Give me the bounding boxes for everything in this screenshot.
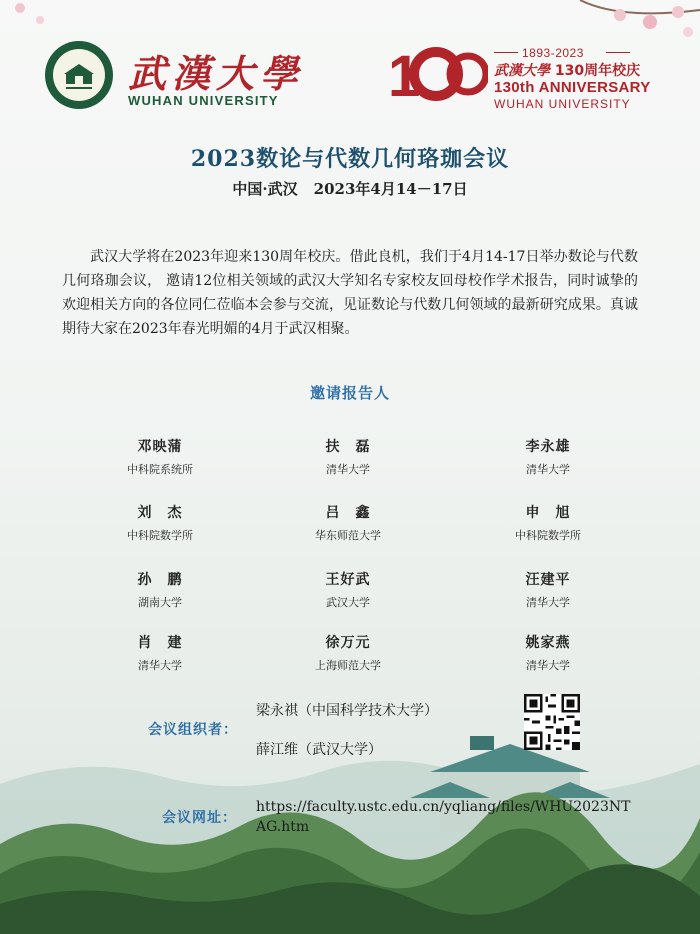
speaker-card	[268, 502, 428, 543]
speaker-name: 姚家燕	[525, 635, 571, 651]
organizers-label: 会议组织者：	[148, 722, 238, 738]
speaker-affiliation: 清华大学	[326, 463, 370, 476]
speaker-name: 徐万元	[325, 635, 371, 651]
university-name-en: WUHAN UNIVERSITY	[128, 93, 279, 108]
anniversary-130-logo-icon	[388, 44, 488, 104]
speaker-affiliation: 武汉大学	[326, 596, 370, 609]
divider	[494, 52, 518, 53]
anniversary-en-title: 130th ANNIVERSARY	[494, 79, 651, 96]
speaker-name: 孙 鹏	[137, 572, 183, 588]
speaker-card	[80, 569, 240, 610]
speaker-name: 申 旭	[525, 505, 571, 521]
speaker-card	[268, 632, 428, 673]
speaker-affiliation: 清华大学	[526, 596, 570, 609]
speaker-card	[80, 436, 240, 477]
speaker-affiliation: 清华大学	[526, 659, 570, 672]
speaker-name: 邓映蒲	[137, 439, 183, 455]
speaker-name: 肖 建	[137, 635, 183, 651]
speaker-affiliation: 中科院数学所	[515, 529, 581, 542]
speakers-heading: 邀请报告人	[309, 384, 390, 402]
speaker-card	[468, 569, 628, 610]
anniversary-en-subtitle: WUHAN UNIVERSITY	[494, 97, 631, 111]
speaker-affiliation: 清华大学	[526, 463, 570, 476]
speaker-name: 李永雄	[525, 439, 571, 455]
speaker-card	[80, 632, 240, 673]
speaker-card	[268, 436, 428, 477]
anniversary-years: 1893-2023	[522, 46, 584, 60]
speaker-card	[80, 502, 240, 543]
website-label: 会议网址：	[162, 810, 237, 826]
speaker-card	[468, 632, 628, 673]
speaker-name: 汪建平	[525, 572, 571, 588]
svg-text:1: 1	[388, 44, 421, 104]
speaker-affiliation: 中科院数学所	[127, 529, 193, 542]
anniversary-cn	[494, 60, 640, 80]
speaker-card	[268, 569, 428, 610]
speaker-name: 吕 鑫	[325, 505, 371, 521]
website-url-link[interactable]: https://faculty.ustc.edu.cn/yqliang/files/WHU2023NTAG.htm	[256, 799, 631, 835]
speaker-card	[468, 502, 628, 543]
wuhan-university-badge-icon	[44, 40, 114, 110]
university-name-cn: 武漢大學	[128, 51, 305, 96]
organizer-item: 梁永祺（中国科学技术大学）	[256, 703, 438, 719]
conference-location: 中国·武汉	[232, 180, 298, 198]
organizer-item: 薛江维（武汉大学）	[256, 742, 382, 758]
qr-code-icon[interactable]	[524, 694, 580, 750]
intro-paragraph: 武汉大学将在2023年迎来130周年校庆。借此良机，我们于4月14-17日举办数论与代数几何珞珈会议， 邀请12位相关领域的武汉大学知名专家校友回母校作学术报告，同时诚挚的欢迎相关方向的各位同仁莅临本会参与交流，见证数论与代数几何领域的最新研究成果。真诚期待大家在2023年春光明媚的4月于武汉相聚。	[62, 249, 638, 337]
speaker-card	[468, 436, 628, 477]
speaker-affiliation: 中科院系统所	[127, 463, 193, 476]
anniversary-cn-name: 武漢大學	[494, 63, 550, 79]
speaker-affiliation: 清华大学	[138, 659, 182, 672]
divider	[606, 52, 630, 53]
header	[0, 0, 700, 130]
conference-location-dates	[0, 178, 700, 199]
speaker-name: 扶 磊	[325, 439, 371, 455]
speaker-affiliation: 湖南大学	[138, 596, 182, 609]
speaker-name: 王好武	[325, 572, 371, 588]
speaker-affiliation: 华东师范大学	[315, 529, 381, 542]
anniversary-cn-suffix: 130周年校庆	[554, 63, 641, 79]
speaker-name: 刘 杰	[137, 505, 183, 521]
speaker-affiliation: 上海师范大学	[315, 659, 381, 672]
conference-title: 2023数论与代数几何珞珈会议	[190, 146, 510, 172]
conference-dates: 2023年4月14－17日	[313, 180, 468, 198]
